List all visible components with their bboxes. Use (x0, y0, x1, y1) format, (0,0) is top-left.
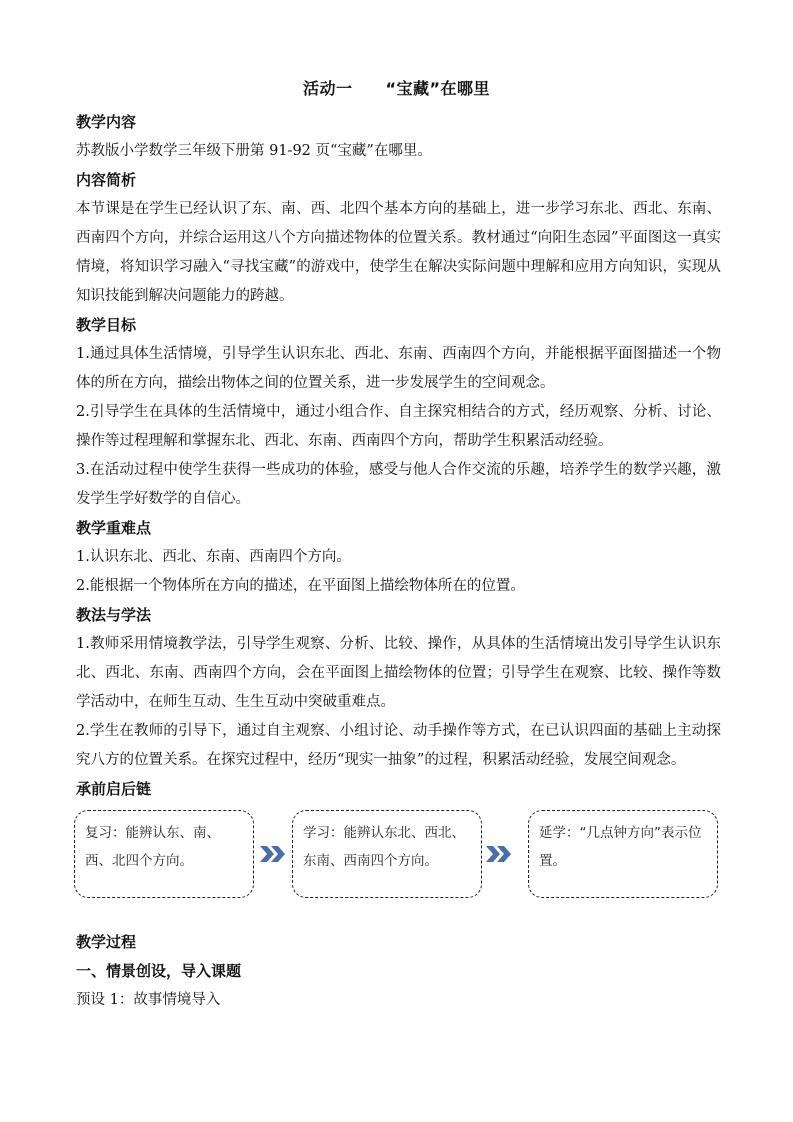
section-heading-methods: 教法与学法 (76, 606, 152, 624)
method-item-2: 2.学生在教师的引导下，通过自主观察、小组讨论、动手操作等方式，在已认识四面的基础上主动探究八方的位置关系。在探究过程中，经历“现实一抽象”的过程，积累活动经验，发展空间观念。 (76, 723, 721, 768)
goal-item-3: 3.在活动过程中使学生获得一些成功的体验，感受与他人合作交流的乐趣，培养学生的数学兴趣，激发学生学好数学的自信心。 (76, 462, 721, 507)
goal-item-1: 1.通过具体生活情境，引导学生认识东北、西北、东南、西南四个方向，并能根据平面图描述一个物体的所在方向，描绘出物体之间的位置关系，进一步发展学生的空间观念。 (76, 346, 721, 391)
process-step-1: 一、情景创设，导入课题 (76, 962, 242, 980)
key-point-1: 1.认识东北、西北、东南、西南四个方向。 (76, 549, 351, 565)
section-heading-goals: 教学目标 (76, 316, 137, 334)
learn-box: 学习：能辨认东北、西北、东南、西南四个方向。 (292, 810, 482, 898)
section-heading-process: 教学过程 (76, 933, 137, 951)
link-chain-diagram (76, 810, 721, 918)
method-item-1: 1.教师采用情境教学法，引导学生观察、分析、比较、操作，从具体的生活情境出发引导学生认识东北、西北、东南、西南四个方向，会在平面图上描绘物体的位置；引导学生在观察、比较、操作等数学活动中，在师生互动、生生互动中突破重难点。 (76, 636, 721, 710)
double-chevron-right-icon (258, 842, 290, 866)
goal-item-2: 2.引导学生在具体的生活情境中，通过小组合作、自主探究相结合的方式，经历观察、分析、讨论、操作等过程理解和掌握东北、西北、东南、西南四个方向，帮助学生积累活动经验。 (76, 404, 721, 449)
document-body (76, 108, 721, 1015)
content-text: 苏教版小学数学三年级下册第 91-92 页“宝藏”在哪里。 (76, 143, 432, 159)
section-heading-link-chain: 承前启后链 (76, 780, 152, 798)
double-chevron-right-icon (484, 842, 516, 866)
section-heading-analysis: 内容简析 (76, 171, 137, 189)
extend-box: 延学：“几点钟方向”表示位置。 (528, 810, 718, 898)
key-point-2: 2.能根据一个物体所在方向的描述，在平面图上描绘物体所在的位置。 (76, 578, 525, 594)
process-preset-1: 预设 1：故事情境导入 (76, 992, 221, 1008)
section-heading-content: 教学内容 (76, 113, 137, 131)
page-title: 活动一 “宝藏”在哪里 (302, 79, 491, 98)
review-box: 复习：能辨认东、南、西、北四个方向。 (74, 810, 254, 898)
analysis-text: 本节课是在学生已经认识了东、南、西、北四个基本方向的基础上，进一步学习东北、西北、东南、西南四个方向，并综合运用这八个方向描述物体的位置关系。教材通过“向阳生态园”平面图这一真实情境，将知识学习融入“寻找宝藏”的游戏中，使学生在解决实际问题中理解和应用方向知识，实现从知识技能到解决问题能力的跨越。 (76, 201, 721, 304)
section-heading-key-points: 教学重难点 (76, 519, 152, 537)
